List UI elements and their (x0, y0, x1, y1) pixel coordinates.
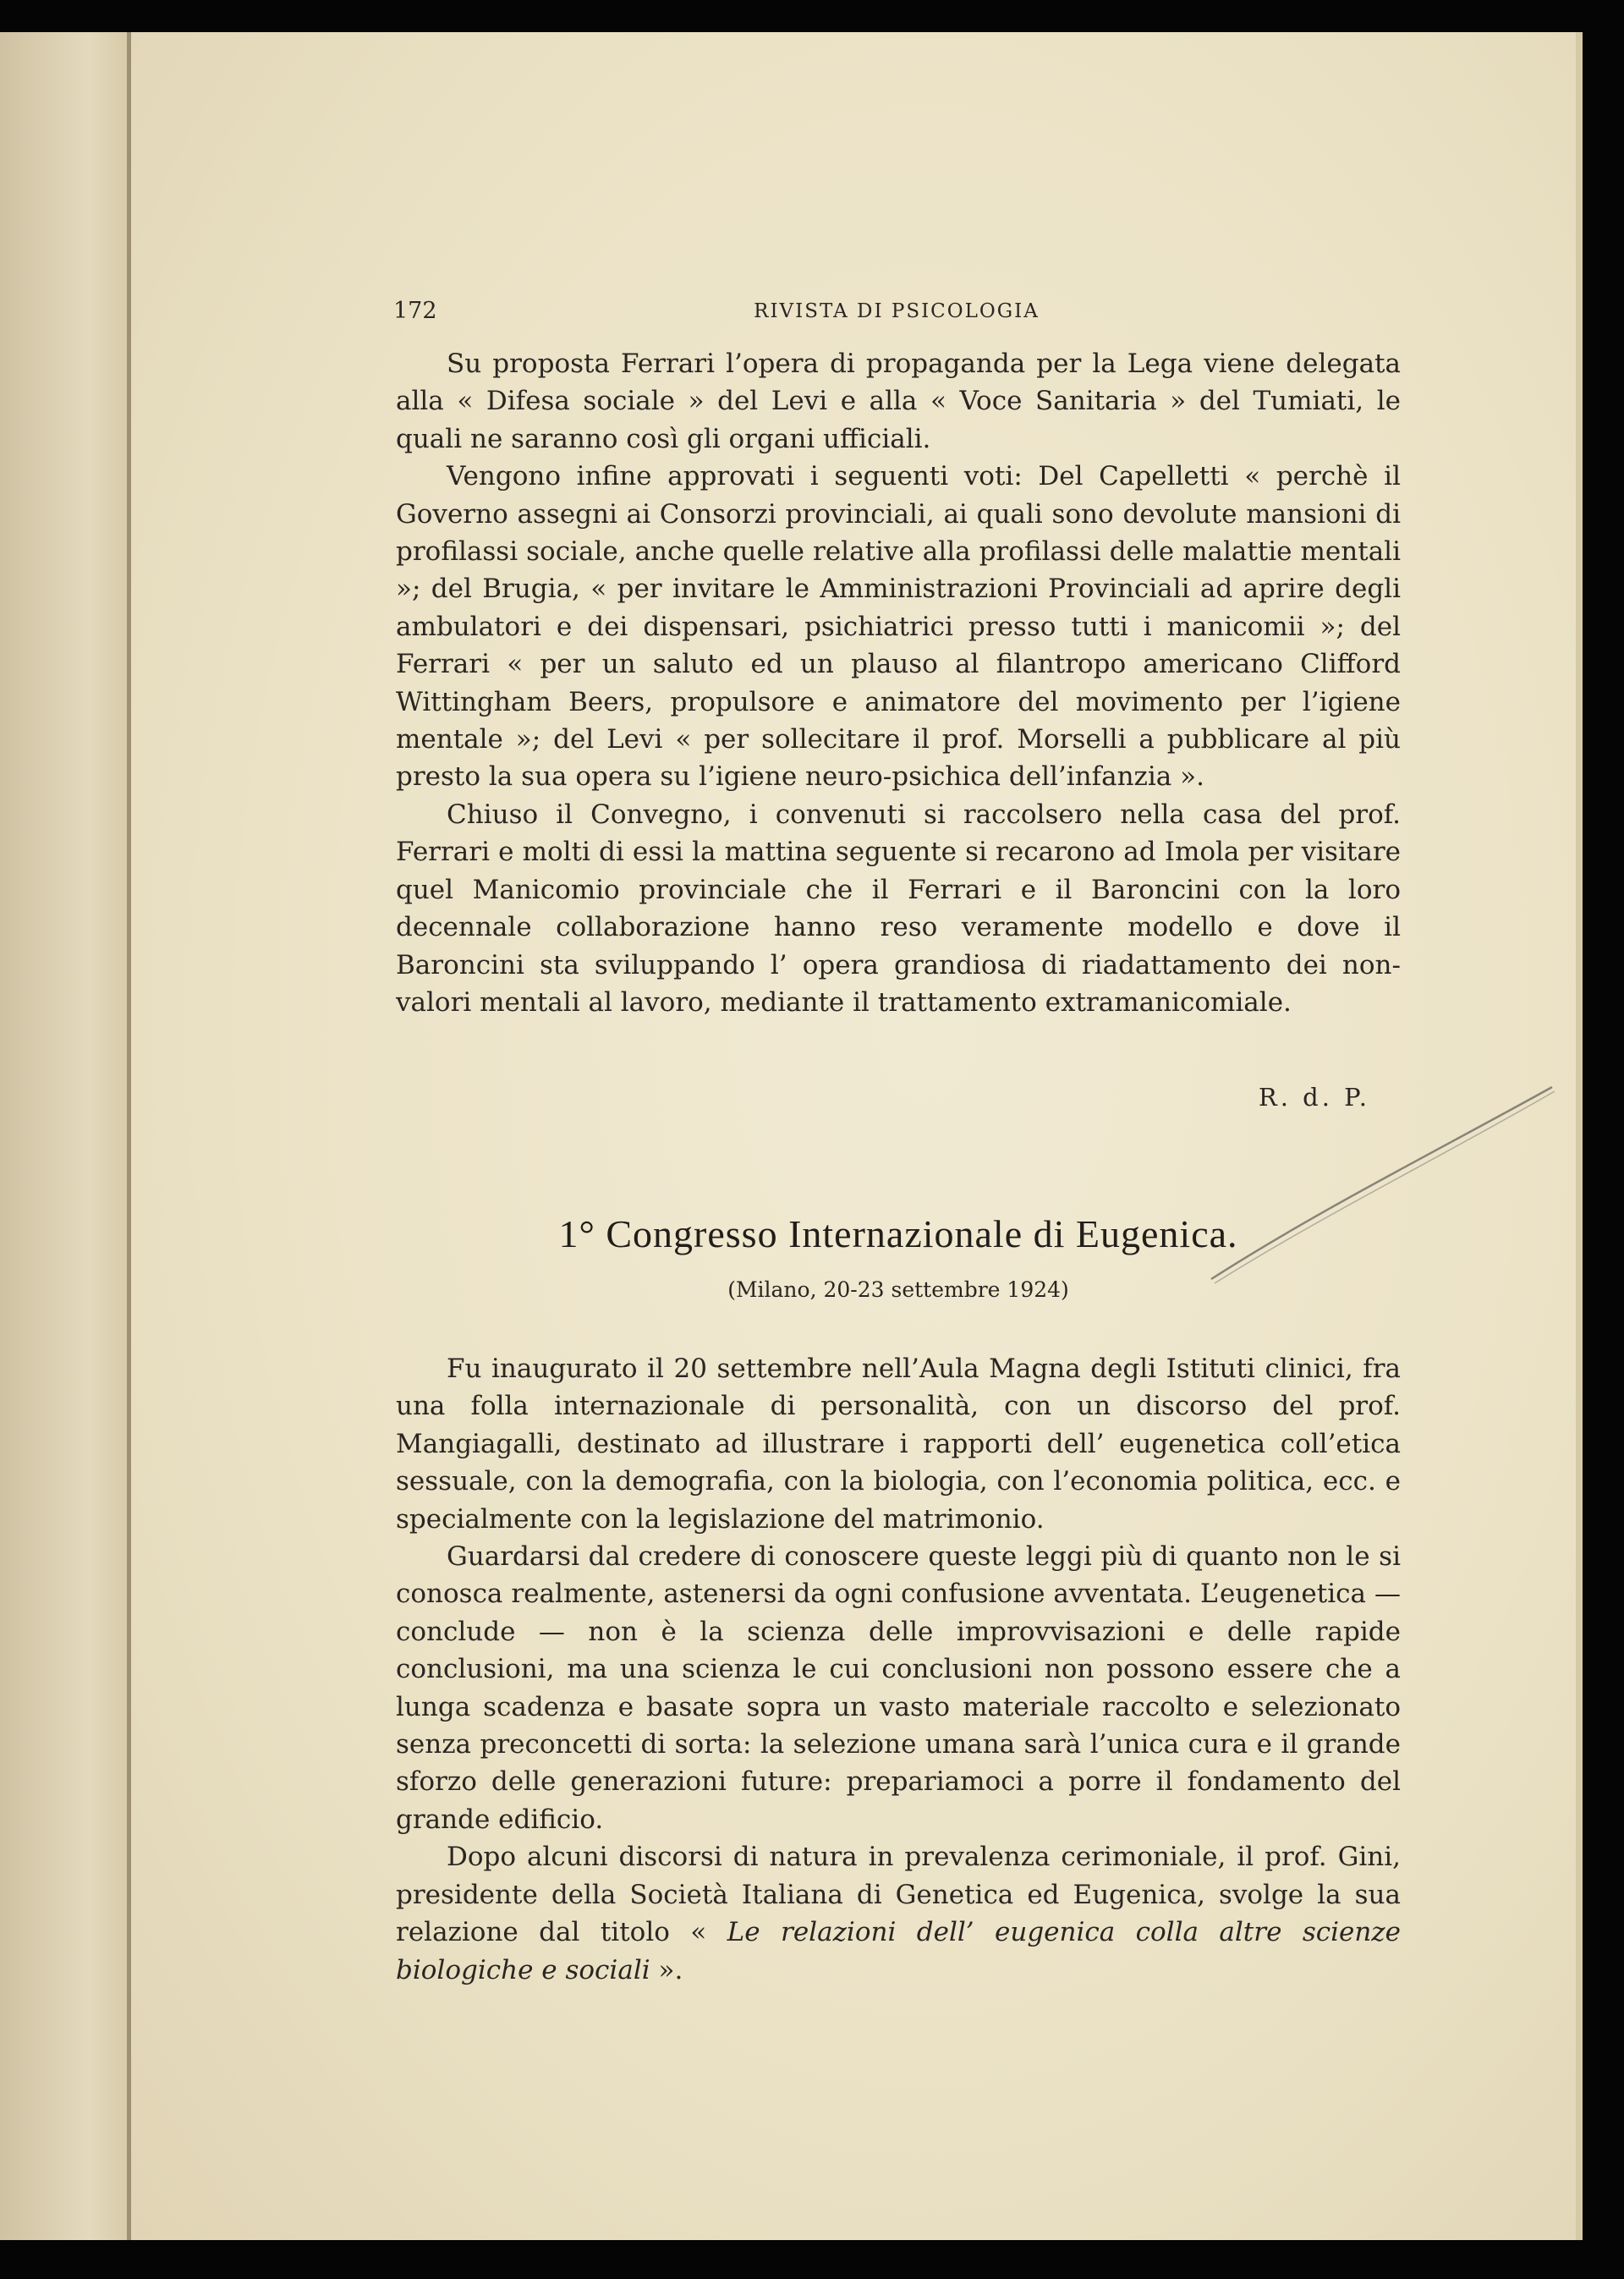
paragraph-tail: ». (650, 1954, 683, 1985)
running-title: RIVISTA DI PSICOLOGIA (754, 300, 1040, 322)
paragraph: Chiuso il Convegno, i convenuti si raccolsero nella casa del prof. Ferrari e molti di essi la mattina seguente si recarono ad Imola per visitare quel Manicomio provinciale che il Ferrari e il Baroncini con la loro decennale collaborazione hanno reso veramente modello e dove il Baroncini sta sviluppando l’ opera grandiosa di riadattamento dei non-valori mentali al lavoro, mediante il trattamento extramanicomiale. (396, 799, 1401, 1018)
section-subtitle: (Milano, 20-23 settembre 1924) (727, 1277, 1069, 1302)
paragraph-with-title (396, 1838, 1401, 1989)
page-number: 172 (393, 298, 437, 324)
author-signature: R. d. P. (1258, 1083, 1370, 1112)
cited-lecture-title: Le relazioni dell’ eugenica colla altre scienze biologiche e sociali (396, 1917, 1401, 1985)
page-right-edge (1576, 32, 1583, 2240)
paragraph: Fu inaugurato il 20 settembre nell’Aula Magna degli Istituti clinici, fra una folla internazionale di personalità, con un discorso del prof. Mangiagalli, destinato ad illustrare i rapporti dell’ eugenetica coll’etica sessuale, con la demografia, con la biologia, con l’economia politica, ecc. e specialmente con la legislazione del matrimonio. (396, 1354, 1401, 1535)
congress-article-body (396, 1350, 1401, 1989)
facing-page-edge (0, 32, 127, 2240)
section-title: 1° Congresso Internazionale di Eugenica. (558, 1212, 1238, 1255)
paragraph: Su proposta Ferrari l’opera di propaganda per la Lega viene delegata alla « Difesa sociale » del Levi e alla « Voce Sanitaria » del Tumiati, le quali ne saranno così gli organi ufficiali. (396, 349, 1401, 454)
page-header (393, 298, 1400, 332)
paragraph-lead: Dopo alcuni discorsi di natura in prevalenza cerimoniale, il prof. Gini, presidente della Società Italiana di Genetica ed Eugenica, svolge la sua relazione dal titolo « (396, 1842, 1401, 1948)
paragraph: Guardarsi dal credere di conoscere queste leggi più di quanto non le si conosca realmente, astenersi da ogni confusione avventata. L’eugenetica — conclude — non è la scienza delle improvvisazioni e delle rapide conclusioni, ma una scienza le cui conclusioni non possono essere che a lunga scadenza e basate sopra un vasto materiale raccolto e selezionato senza preconcetti di sorta: la selezione umana sarà l’unica cura e il grande sforzo delle generazioni future: prepariamoci a porre il fondamento del grande edificio. (396, 1541, 1401, 1835)
previous-article-body (396, 345, 1401, 1021)
paragraph: Vengono infine approvati i seguenti voti: Del Capelletti « perchè il Governo assegni ai Consorzi provinciali, ai quali sono devolute mansioni di profilassi sociale, anche quelle relative alla profilassi delle malattie mentali »; del Brugia, « per invitare le Amministrazioni Provinciali ad aprire degli ambulatori e dei dispensari, psichiatrici presso tutti i manicomii »; del Ferrari « per un saluto ed un plauso al filantropo americano Clifford Wittingham Beers, propulsore e animatore del movimento per l’igiene mentale »; del Levi « per sollecitare il prof. Morselli a pubblicare al più presto la sua opera su l’igiene neuro-psichica dell’infanzia ». (396, 461, 1401, 793)
